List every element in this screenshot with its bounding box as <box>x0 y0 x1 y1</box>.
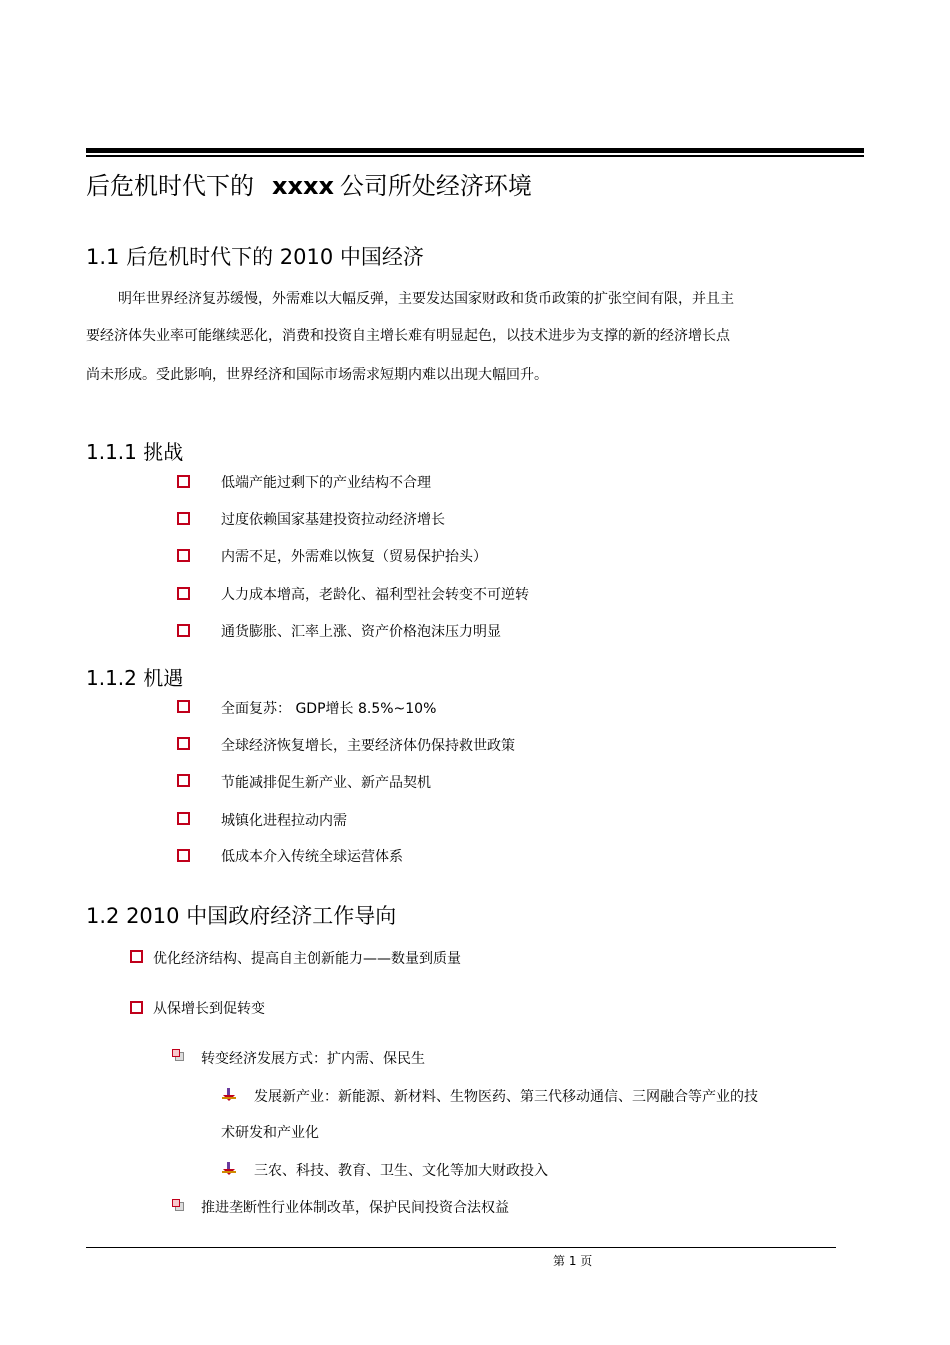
section-1-1-1-heading: 1.1.1 挑战 <box>86 440 184 464</box>
policy-item-level1: 从保增长到促转变 <box>153 1001 265 1017</box>
challenge-item: 低端产能过剩下的产业结构不合理 <box>221 475 431 491</box>
hollow-square-icon <box>177 624 190 637</box>
header-rule-thin <box>86 155 864 157</box>
policy-item-level3-continued: 术研发和产业化 <box>221 1125 319 1141</box>
policy-item-level3: 三农、科技、教育、卫生、文化等加大财政投入 <box>254 1163 548 1179</box>
paragraph-line-1: 明年世界经济复苏缓慢，外需难以大幅反弹，主要发达国家财政和货币政策的扩张空间有限，并且主 <box>118 291 734 307</box>
challenge-item: 内需不足，外需难以恢复（贸易保护抬头） <box>221 549 487 565</box>
hollow-square-icon <box>177 737 190 750</box>
challenge-item: 通货膨胀、汇率上涨、资产价格泡沫压力明显 <box>221 624 501 640</box>
policy-item-level3: 发展新产业：新能源、新材料、生物医药、第三代移动通信、三网融合等产业的技 <box>254 1089 758 1105</box>
opportunity-item: 城镇化进程拉动内需 <box>221 813 347 829</box>
policy-item-level1: 优化经济结构、提高自主创新能力——数量到质量 <box>153 951 461 967</box>
document-title <box>86 166 532 201</box>
opportunity-item: 低成本介入传统全球运营体系 <box>221 849 403 865</box>
hollow-square-icon <box>177 700 190 713</box>
opportunity-item: 全面复苏： GDP增长 8.5%~10% <box>221 701 437 717</box>
opportunity-item: 节能减排促生新产业、新产品契机 <box>221 775 431 791</box>
hollow-square-icon <box>177 475 190 488</box>
policy-item-level2: 推进垄断性行业体制改革，保护民间投资合法权益 <box>201 1200 509 1216</box>
title-prefix: 后危机时代下的 <box>86 172 254 200</box>
double-square-icon <box>172 1049 184 1061</box>
paragraph-line-2: 要经济体失业率可能继续恶化，消费和投资自主增长难有明显起色，以技术进步为支撑的新的经济增长点 <box>86 328 730 344</box>
header-rule-thick <box>86 148 864 153</box>
down-arrow-icon <box>222 1162 236 1176</box>
hollow-square-icon <box>177 812 190 825</box>
double-square-icon <box>172 1199 184 1211</box>
hollow-square-icon <box>177 774 190 787</box>
hollow-square-icon <box>177 549 190 562</box>
page-number: 第 1 页 <box>553 1254 593 1268</box>
section-1-1-heading: 1.1 后危机时代下的 2010 中国经济 <box>86 245 424 269</box>
section-1-1-2-heading: 1.1.2 机遇 <box>86 666 184 690</box>
paragraph-line-3: 尚未形成。受此影响，世界经济和国际市场需求短期内难以出现大幅回升。 <box>86 367 548 383</box>
hollow-square-icon <box>177 587 190 600</box>
opportunity-item: 全球经济恢复增长，主要经济体仍保持救世政策 <box>221 738 515 754</box>
hollow-square-icon <box>130 1001 143 1014</box>
policy-item-level2: 转变经济发展方式：扩内需、保民生 <box>201 1051 425 1067</box>
footer-rule <box>86 1247 836 1248</box>
title-company: xxxx <box>272 172 334 200</box>
down-arrow-icon <box>222 1088 236 1102</box>
hollow-square-icon <box>177 512 190 525</box>
challenge-item: 过度依赖国家基建投资拉动经济增长 <box>221 512 445 528</box>
challenge-item: 人力成本增高，老龄化、福利型社会转变不可逆转 <box>221 587 529 603</box>
hollow-square-icon <box>177 849 190 862</box>
hollow-square-icon <box>130 950 143 963</box>
title-suffix: 公司所处经济环境 <box>339 172 532 200</box>
section-1-2-heading: 1.2 2010 中国政府经济工作导向 <box>86 904 397 928</box>
